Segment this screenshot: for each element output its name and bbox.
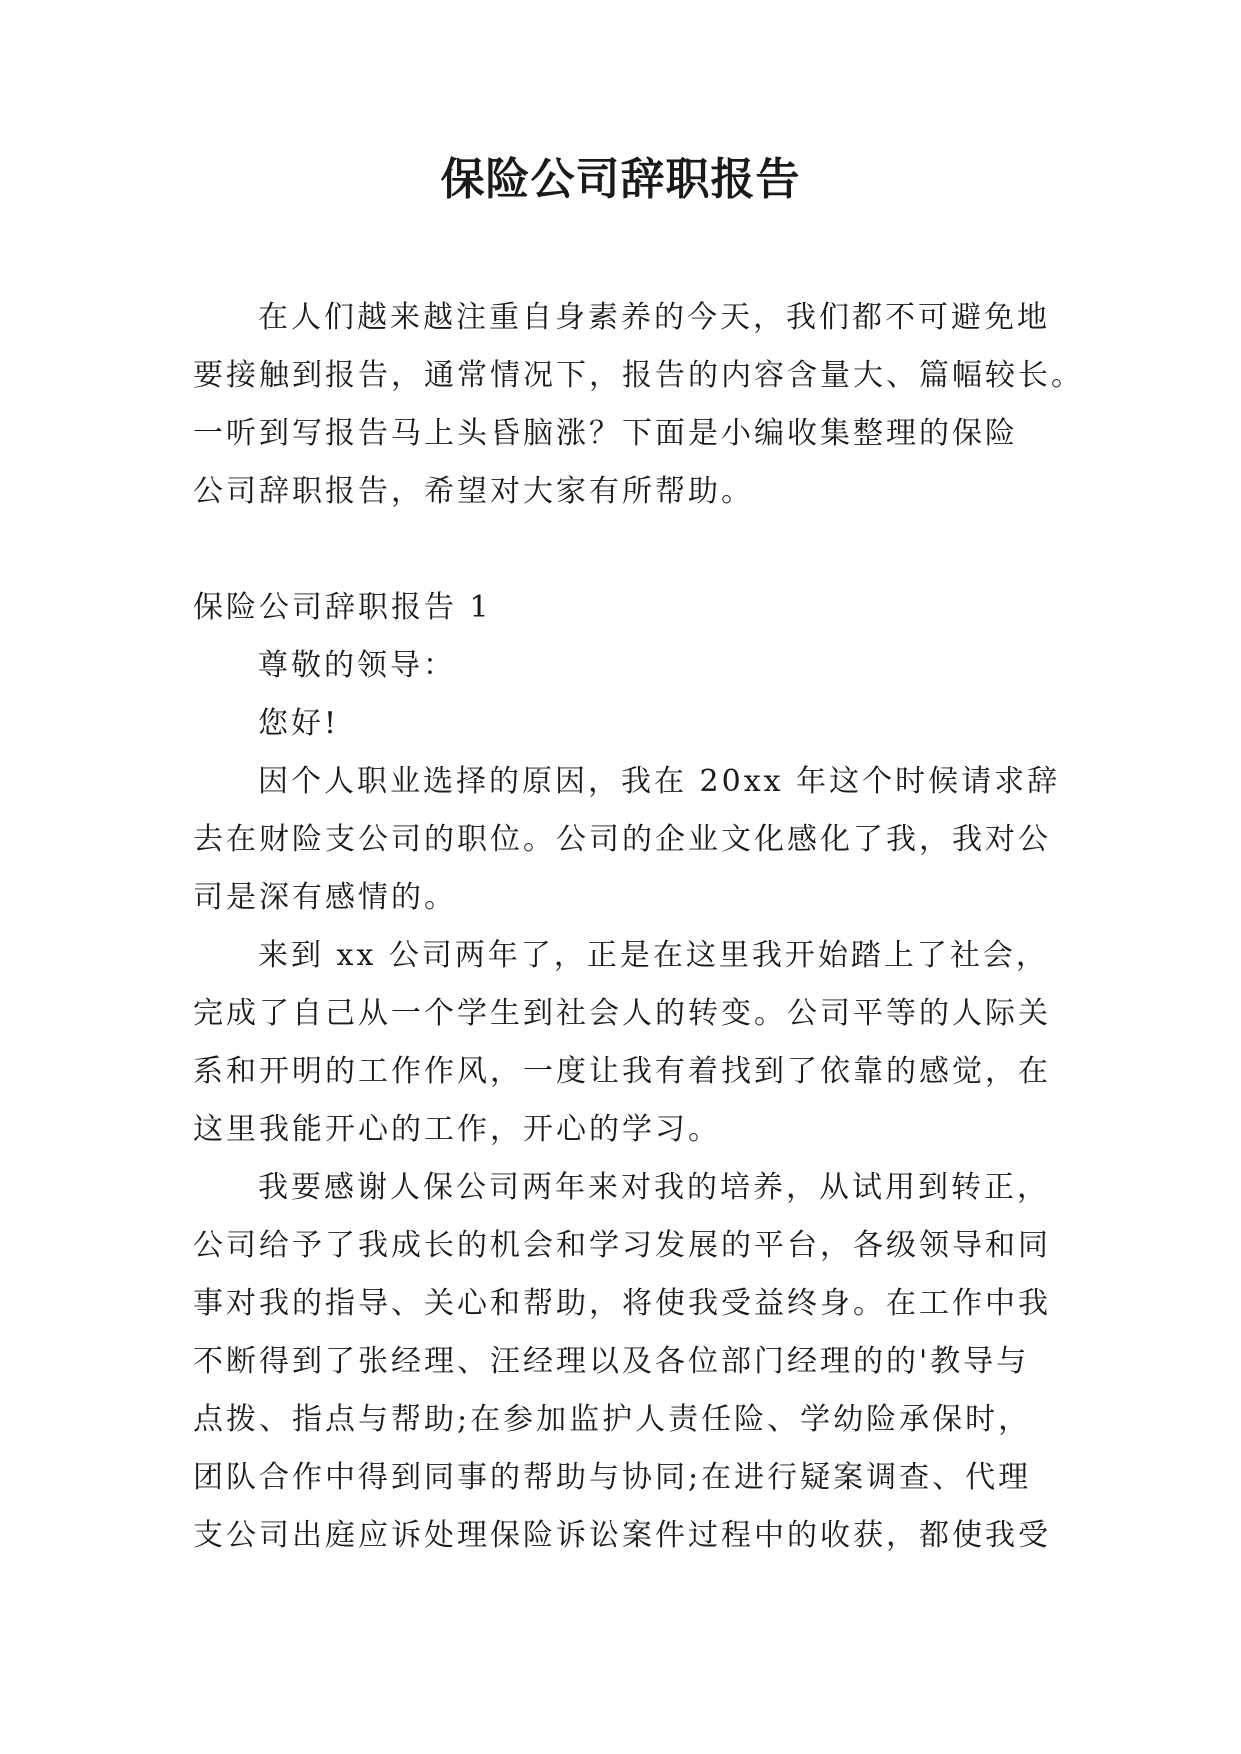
body-line: 来到 xx 公司两年了，正是在这里我开始踏上了社会，	[258, 938, 1049, 973]
body-line: 系和开明的工作作风，一度让我有着找到了依靠的感觉，在	[193, 1054, 1051, 1089]
intro-line-1: 在人们越来越注重自身素养的今天，我们都不可避免地	[258, 300, 1050, 335]
section-heading: 保险公司辞职报告 1	[193, 590, 492, 625]
intro-line-3: 一听到写报告马上头昏脑涨？下面是小编收集整理的保险	[193, 416, 1018, 451]
document-title: 保险公司辞职报告	[440, 154, 801, 205]
greeting: 您好!	[258, 706, 340, 741]
body-line: 点拨、指点与帮助;在参加监护人责任险、学幼险承保时，	[193, 1402, 1032, 1437]
body-line: 团队合作中得到同事的帮助与协同;在进行疑案调查、代理	[193, 1460, 1032, 1495]
body-line: 不断得到了张经理、汪经理以及各位部门经理的的'教导与	[193, 1344, 1030, 1379]
salutation: 尊敬的领导：	[258, 648, 456, 683]
body-line: 司是深有感情的。	[193, 880, 457, 915]
body-line: 支公司出庭应诉处理保险诉讼案件过程中的收获，都使我受	[193, 1518, 1051, 1553]
body-line: 因个人职业选择的原因，我在 20xx 年这个时候请求辞	[258, 764, 1061, 799]
body-line: 完成了自己从一个学生到社会人的转变。公司平等的人际关	[193, 996, 1051, 1031]
body-line: 事对我的指导、关心和帮助，将使我受益终身。在工作中我	[193, 1286, 1051, 1321]
intro-line-4: 公司辞职报告，希望对大家有所帮助。	[193, 474, 754, 509]
body-line: 公司给予了我成长的机会和学习发展的平台，各级领导和同	[193, 1228, 1051, 1263]
body-line: 我要感谢人保公司两年来对我的培养，从试用到转正，	[258, 1170, 1050, 1205]
intro-line-2: 要接触到报告，通常情况下，报告的内容含量大、篇幅较长。	[193, 358, 1084, 393]
body-line: 这里我能开心的工作，开心的学习。	[193, 1112, 721, 1147]
body-line: 去在财险支公司的职位。公司的企业文化感化了我，我对公	[193, 822, 1051, 857]
